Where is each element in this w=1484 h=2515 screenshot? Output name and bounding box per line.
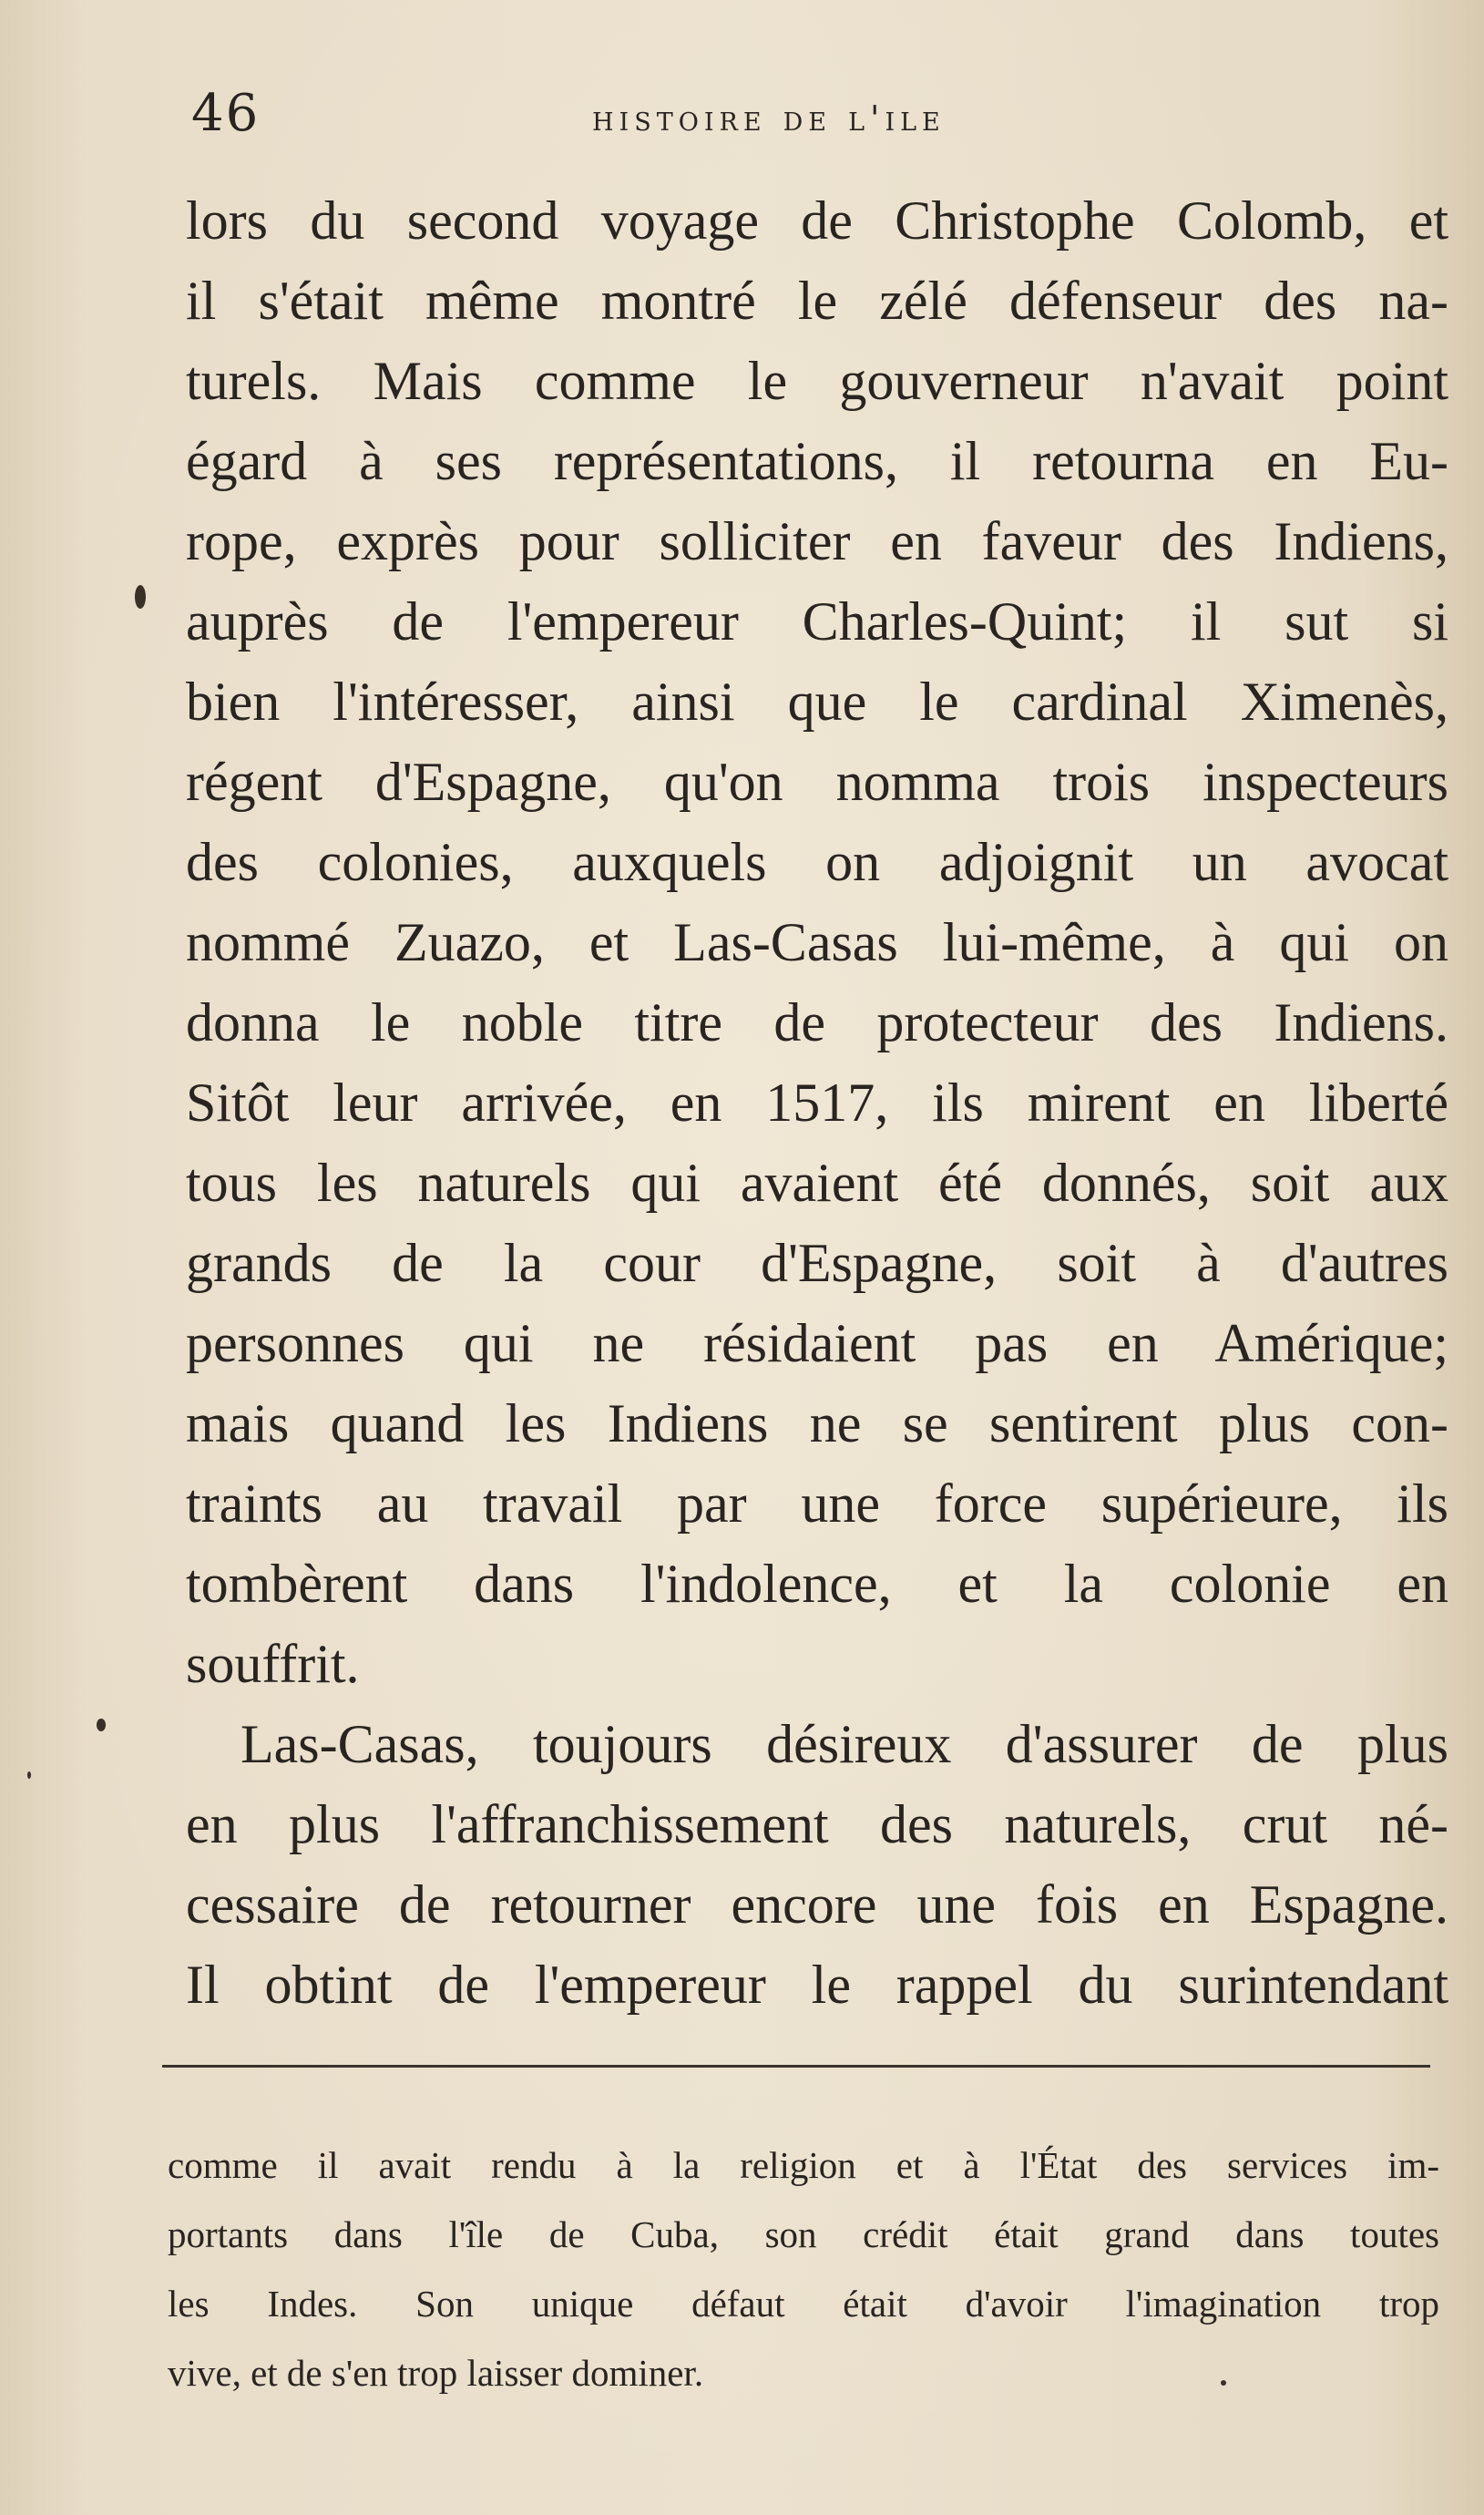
text-line: tous les naturels qui avaient été donnés, soit aux [186, 1153, 1448, 1213]
text-line: cessaire de retourner encore une fois en Espagne. [186, 1874, 1448, 1935]
footnote-line: vive, et de s'en trop laisser dominer. [168, 2352, 704, 2394]
text-line: tombèrent dans l'indolence, et la colonie en [186, 1554, 1448, 1614]
ink-spot [97, 1719, 106, 1731]
running-head: histoire de l'ile [592, 98, 946, 139]
footnote-line: portants dans l'île de Cuba, son crédit était grand dans toutes [168, 2213, 1439, 2255]
page-header [191, 84, 1439, 157]
main-text [186, 180, 1448, 2025]
text-line: turels. Mais comme le gouverneur n'avait point [186, 351, 1448, 411]
ink-spot [135, 585, 146, 609]
footnote-rule [162, 2065, 1430, 2068]
footnote-line: comme il avait rendu à la religion et à l'État des services im- [168, 2144, 1439, 2186]
text-line: mais quand les Indiens ne se sentirent plus con- [186, 1393, 1448, 1453]
text-line: il s'était même montré le zélé défenseur des na- [186, 271, 1448, 331]
text-line: Sitôt leur arrivée, en 1517, ils mirent en liberté [186, 1073, 1448, 1133]
text-line: régent d'Espagne, qu'on nomma trois inspecteurs [186, 752, 1448, 812]
text-line: bien l'intéresser, ainsi que le cardinal Ximenès, [186, 672, 1448, 732]
text-line: nommé Zuazo, et Las-Casas lui-même, à qui on [186, 912, 1448, 972]
text-line: rope, exprès pour solliciter en faveur des Indiens, [186, 511, 1448, 571]
page-number: 46 [191, 84, 261, 143]
text-line: donna le noble titre de protecteur des Indiens. [186, 992, 1448, 1052]
footnote-line: les Indes. Son unique défaut était d'avoir l'imagination trop [168, 2283, 1439, 2325]
paragraph-start-line: Las-Casas, toujours désireux d'assurer de plus [241, 1714, 1448, 1774]
text-line: Il obtint de l'empereur le rappel du surintendant [186, 1955, 1448, 2015]
text-line: en plus l'affranchissement des naturels, crut né- [186, 1794, 1448, 1854]
text-line: traints au travail par une force supérieure, ils [186, 1473, 1448, 1534]
text-line: des colonies, auxquels on adjoignit un avocat [186, 832, 1448, 892]
footnote [168, 2130, 1439, 2407]
text-line: auprès de l'empereur Charles-Quint; il sut si [186, 591, 1448, 652]
text-line: lors du second voyage de Christophe Colomb, et [186, 190, 1448, 251]
paragraph-end-line: souffrit. [186, 1634, 360, 1694]
text-line: personnes qui ne résidaient pas en Amérique; [186, 1313, 1448, 1373]
text-line: égard à ses représentations, il retourna en Eu- [186, 431, 1448, 491]
ink-spot [27, 1771, 31, 1779]
text-line: grands de la cour d'Espagne, soit à d'autres [186, 1233, 1448, 1293]
